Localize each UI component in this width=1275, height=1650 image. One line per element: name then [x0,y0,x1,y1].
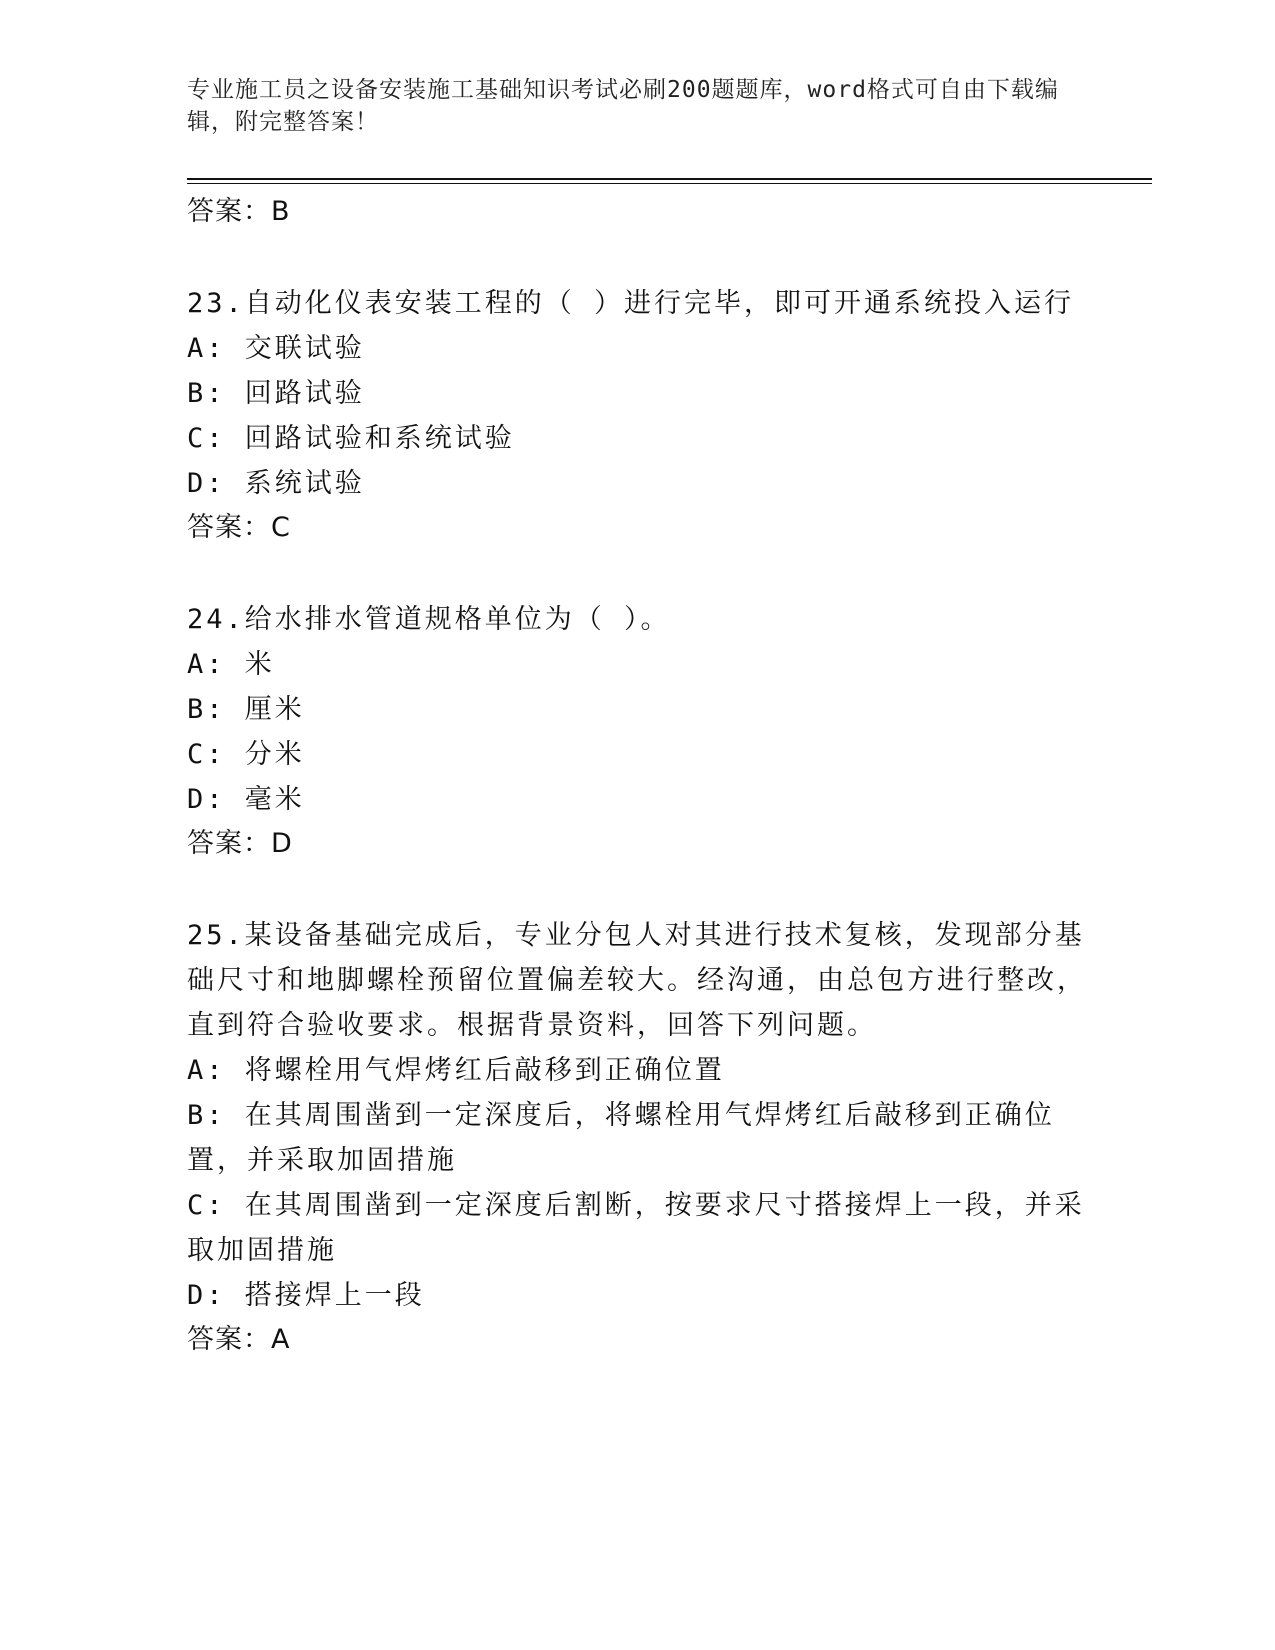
answer-prefix: 答案： [187,1324,271,1355]
question-text: 23.自动化仪表安装工程的（ ）进行完毕，即可开通系统投入运行 [187,288,1075,319]
answer-line [187,822,1087,866]
option-b: B: 在其周围凿到一定深度后，将螺栓用气焊烤红后敲移到正确位置，并采取加固措施 [187,1100,1055,1176]
header-divider-thick [187,178,1152,180]
option-c: C: 回路试验和系统试验 [187,423,515,454]
option-d: D: 系统试验 [187,468,365,499]
answer-line [187,190,1087,234]
option-a: A: 米 [187,649,275,680]
answer-prefix: 答案： [187,196,271,227]
content-area [187,190,1087,1362]
question-text: 25.某设备基础完成后，专业分包人对其进行技术复核，发现部分基础尺寸和地脚螺栓预留位置偏差较大。经沟通，由总包方进行整改，直到符合验收要求。根据背景资料，回答下列问题。 [187,920,1087,1041]
option-b: B: 回路试验 [187,378,365,409]
option-c: C: 分米 [187,739,305,770]
answer-prefix: 答案： [187,512,271,543]
question-text: 24.给水排水管道规格单位为（ ）。 [187,604,671,635]
question-25 [187,913,1087,1362]
header-divider-thin [187,183,1152,184]
question-23 [187,281,1087,550]
option-b: B: 厘米 [187,694,305,725]
question-24 [187,597,1087,866]
answer-line [187,506,1087,550]
answer-value: C [271,512,291,543]
document-header: 专业施工员之设备安装施工基础知识考试必刷200题题库，word格式可自由下载编辑，附完整答案！ [187,77,1059,135]
option-d: D: 搭接焊上一段 [187,1280,425,1311]
answer-value: B [271,196,291,227]
option-c: C: 在其周围凿到一定深度后割断，按要求尺寸搭接焊上一段，并采取加固措施 [187,1190,1085,1266]
answer-value: A [271,1324,291,1355]
answer-prefix: 答案： [187,828,271,859]
answer-line [187,1318,1087,1362]
option-a: A: 将螺栓用气焊烤红后敲移到正确位置 [187,1055,725,1086]
option-a: A: 交联试验 [187,333,365,364]
option-d: D: 毫米 [187,784,305,815]
answer-value: D [271,828,293,859]
